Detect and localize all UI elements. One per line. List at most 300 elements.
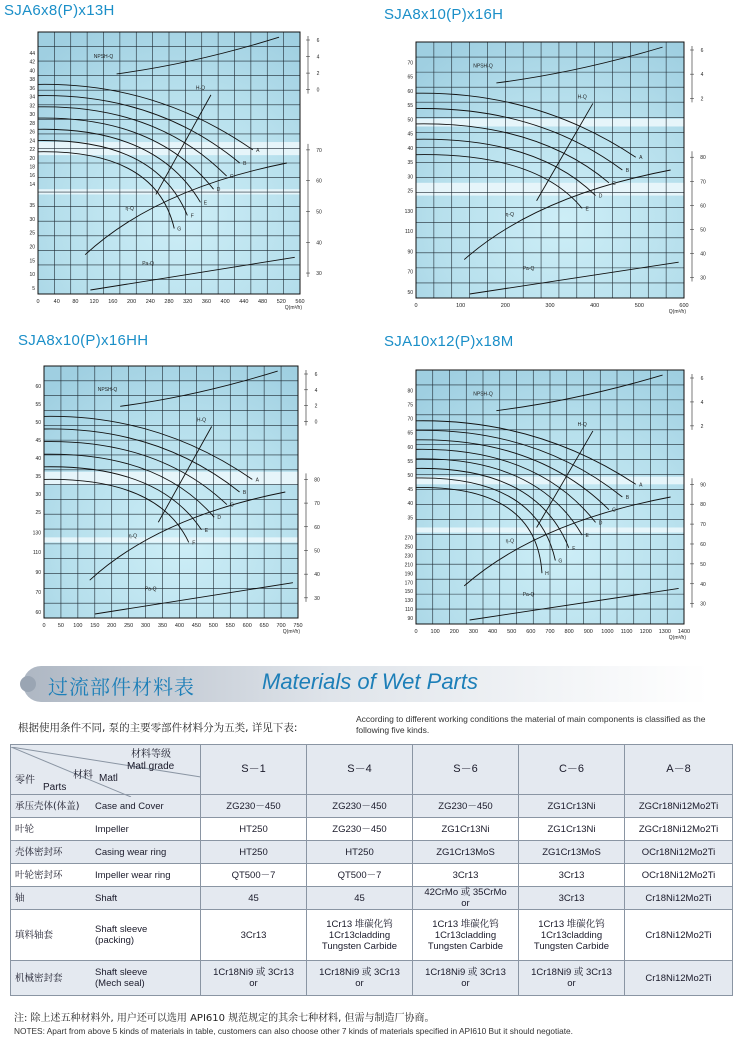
pa-tick-label: 110 — [33, 550, 41, 557]
h-tick-label: 25 — [407, 188, 413, 195]
x-tick-label: 750 — [293, 623, 303, 629]
part-label-cell — [11, 864, 201, 887]
performance-chart-2 — [388, 28, 734, 324]
header-matl-en: Matl — [99, 772, 118, 784]
npsh-tick-label: 2 — [700, 423, 704, 430]
npsh-q-label: NPSH-Q — [473, 63, 493, 70]
part-name-en: Impeller — [95, 823, 129, 835]
x-tick-label: 40 — [53, 299, 60, 305]
h-tick-label: 50 — [35, 420, 41, 427]
material-cell: 45 — [307, 887, 413, 910]
eta-tick-label: 50 — [700, 227, 706, 234]
curve-letter-label: F — [572, 545, 576, 552]
eta-q-label: η-Q — [505, 538, 514, 545]
eta-tick-label: 60 — [700, 541, 706, 548]
table-row — [11, 961, 733, 996]
material-cell: ZG1Cr13Ni — [413, 818, 519, 841]
h-tick-label: 44 — [29, 50, 35, 57]
chart-title-4: SJA10x12(P)x18M — [384, 333, 514, 350]
pa-tick-label: 130 — [404, 208, 413, 215]
material-cell: ZGCr18Ni12Mo2Ti — [625, 795, 733, 818]
x-tick-label: 520 — [276, 299, 286, 305]
npsh-tick-label: 0 — [316, 87, 320, 94]
part-name-cn: 填料轴套 — [15, 929, 54, 941]
part-name-cn: 机械密封套 — [15, 972, 63, 984]
intro-text-cn: 根据使用条件不同, 泵的主要零部件材料分为五类, 详见下表: — [18, 722, 298, 734]
x-tick-label: 440 — [239, 299, 249, 305]
part-label-cell — [11, 818, 201, 841]
material-cell: ZGCr18Ni12Mo2Ti — [625, 818, 733, 841]
material-cell: ZG230－450 — [307, 795, 413, 818]
npsh-tick-label: 2 — [314, 403, 318, 410]
part-name-en: Case and Cover — [95, 800, 164, 812]
h-tick-label: 28 — [29, 120, 35, 127]
x-tick-label: 450 — [191, 623, 201, 629]
material-cell: HT250 — [307, 841, 413, 864]
pa-tick-label: 270 — [404, 535, 413, 542]
npsh-q-label: NPSH-Q — [473, 391, 493, 398]
npsh-q-label: NPSH-Q — [93, 54, 114, 61]
x-tick-label: 0 — [414, 303, 418, 309]
h-tick-label: 42 — [29, 59, 35, 66]
h-q-label: H-Q — [577, 94, 587, 101]
x-axis-unit: Q(m³/h) — [284, 305, 302, 311]
h-tick-label: 80 — [407, 388, 413, 395]
part-name-cn: 叶轮密封环 — [15, 869, 63, 881]
curve-letter-label: E — [585, 533, 589, 540]
pa-tick-label: 30 — [29, 216, 35, 223]
curve-letter-label: F — [192, 540, 196, 547]
section-title-cn: 过流部件材料表 — [48, 675, 195, 699]
pa-q-label: Pa-Q — [142, 261, 154, 268]
chart-band — [416, 180, 684, 196]
header-parts-cn: 零件 — [15, 774, 35, 786]
material-cell: HT250 — [201, 841, 307, 864]
h-tick-label: 50 — [407, 472, 413, 479]
x-axis-unit: Q(m³/h) — [668, 635, 686, 641]
material-cell: 1Cr18Ni9 或 3Cr13 or — [201, 961, 307, 996]
chart-svg — [8, 22, 348, 320]
h-tick-label: 40 — [29, 68, 35, 75]
part-label-cell — [11, 887, 201, 910]
h-q-label: H-Q — [577, 421, 587, 428]
eta-tick-label: 70 — [700, 522, 706, 529]
material-cell: ZG230－450 — [307, 818, 413, 841]
curve-letter-label: E — [585, 206, 589, 213]
part-name-en: Shaft sleeve (Mech seal) — [95, 967, 148, 989]
eta-tick-label: 50 — [700, 561, 706, 568]
part-name-cn: 叶轮 — [15, 823, 35, 835]
material-cell: Cr18Ni12Mo2Ti — [625, 961, 733, 996]
x-tick-label: 500 — [507, 629, 517, 635]
x-tick-label: 200 — [107, 623, 117, 629]
material-cell: 3Cr13 — [519, 864, 625, 887]
x-tick-label: 250 — [124, 623, 134, 629]
h-tick-label: 34 — [29, 94, 35, 101]
eta-tick-label: 30 — [700, 601, 706, 608]
h-tick-label: 16 — [29, 173, 35, 180]
h-tick-label: 70 — [407, 60, 413, 67]
x-tick-label: 500 — [634, 303, 644, 309]
material-cell: OCr18Ni12Mo2Ti — [625, 864, 733, 887]
eta-tick-label: 80 — [700, 155, 706, 162]
material-cell: 1Cr18Ni9 或 3Cr13 or — [307, 961, 413, 996]
x-tick-label: 240 — [145, 299, 155, 305]
curve-letter-label: D — [598, 193, 603, 200]
x-tick-label: 600 — [679, 303, 689, 309]
eta-tick-label: 80 — [314, 477, 320, 484]
h-tick-label: 60 — [407, 88, 413, 95]
x-tick-label: 150 — [90, 623, 100, 629]
performance-chart-3 — [8, 354, 348, 642]
eta-tick-label: 40 — [700, 581, 706, 588]
x-tick-label: 0 — [414, 629, 418, 635]
npsh-q-label: NPSH-Q — [97, 387, 118, 394]
h-tick-label: 45 — [407, 131, 413, 138]
curve-letter-label: C — [229, 174, 234, 181]
h-tick-label: 35 — [35, 474, 41, 481]
x-tick-label: 400 — [174, 623, 185, 629]
h-tick-label: 24 — [29, 138, 35, 145]
pa-tick-label: 70 — [35, 590, 41, 597]
npsh-tick-label: 4 — [700, 72, 704, 79]
h-tick-label: 30 — [29, 112, 35, 119]
table-row — [11, 841, 733, 864]
h-tick-label: 65 — [407, 74, 413, 81]
x-tick-label: 1400 — [677, 629, 691, 635]
x-axis-unit: Q(m³/h) — [282, 629, 300, 635]
material-cell: ZG1Cr13Ni — [519, 795, 625, 818]
x-tick-label: 1000 — [601, 629, 614, 635]
eta-tick-label: 40 — [316, 240, 322, 247]
chart-title-3: SJA8x10(P)x16HH — [18, 332, 149, 349]
x-tick-label: 480 — [257, 299, 268, 305]
x-tick-label: 800 — [564, 629, 574, 635]
eta-tick-label: 60 — [700, 203, 706, 210]
pa-tick-label: 110 — [405, 229, 413, 236]
x-tick-label: 350 — [157, 623, 168, 629]
material-cell: HT250 — [201, 818, 307, 841]
part-label-cell — [11, 910, 201, 961]
pa-tick-label: 90 — [407, 249, 413, 256]
npsh-tick-label: 2 — [316, 71, 320, 78]
h-tick-label: 38 — [29, 77, 35, 84]
part-name-en: Shaft sleeve (packing) — [95, 924, 148, 946]
x-tick-label: 320 — [183, 299, 193, 305]
x-tick-label: 600 — [526, 629, 536, 635]
curve-letter-label: G — [558, 558, 563, 565]
pa-tick-label: 110 — [405, 607, 413, 614]
h-tick-label: 55 — [407, 103, 413, 110]
h-tick-label: 55 — [35, 402, 41, 409]
pa-tick-label: 250 — [404, 544, 413, 551]
pa-tick-label: 210 — [404, 562, 413, 569]
pa-tick-label: 60 — [35, 610, 41, 616]
table-row — [11, 887, 733, 910]
pa-tick-label: 190 — [404, 571, 413, 578]
material-cell: Cr18Ni12Mo2Ti — [625, 887, 733, 910]
intro-text-en: According to different working conditions the material of main components is classified as the following five kinds. — [356, 714, 706, 735]
pa-tick-label: 5 — [32, 286, 35, 292]
material-cell: 3Cr13 — [201, 910, 307, 961]
x-tick-label: 360 — [201, 299, 212, 305]
eta-tick-label: 30 — [700, 275, 706, 282]
eta-q-label: η-Q — [128, 533, 138, 540]
x-tick-label: 400 — [487, 629, 498, 635]
h-q-label: H-Q — [196, 417, 207, 424]
x-tick-label: 400 — [590, 303, 600, 309]
x-tick-label: 200 — [126, 299, 137, 305]
npsh-tick-label: 0 — [314, 419, 318, 426]
column-header: C－6 — [519, 745, 625, 795]
eta-tick-label: 70 — [316, 147, 322, 154]
x-tick-label: 1100 — [620, 629, 633, 635]
h-tick-label: 40 — [407, 501, 413, 508]
pa-tick-label: 25 — [29, 230, 35, 237]
material-cell: ZG1Cr13MoS — [413, 841, 519, 864]
pa-tick-label: 90 — [35, 570, 41, 577]
column-header: S－4 — [307, 745, 413, 795]
x-tick-label: 100 — [430, 629, 440, 635]
h-tick-label: 30 — [35, 492, 41, 499]
x-tick-label: 80 — [72, 299, 79, 305]
curve-letter-label: F — [190, 213, 194, 220]
h-tick-label: 25 — [35, 510, 41, 517]
pa-tick-label: 70 — [407, 269, 413, 276]
part-name-en: Casing wear ring — [95, 846, 167, 858]
curve-letter-label: A — [639, 482, 643, 489]
pa-tick-label: 15 — [29, 258, 35, 265]
table-row — [11, 795, 733, 818]
column-header: S－6 — [413, 745, 519, 795]
x-tick-label: 120 — [89, 299, 99, 305]
h-tick-label: 14 — [29, 181, 35, 188]
h-tick-label: 36 — [29, 85, 35, 92]
chart-svg — [386, 356, 734, 644]
h-tick-label: 45 — [407, 487, 413, 494]
x-tick-label: 280 — [164, 299, 174, 305]
h-tick-label: 60 — [35, 384, 41, 391]
pa-tick-label: 35 — [29, 202, 35, 209]
npsh-tick-label: 4 — [316, 54, 320, 61]
curve-letter-label: D — [216, 187, 221, 194]
h-tick-label: 35 — [407, 515, 413, 522]
column-header: A－8 — [625, 745, 733, 795]
eta-tick-label: 60 — [314, 524, 320, 531]
pa-tick-label: 10 — [29, 272, 35, 279]
x-tick-label: 200 — [500, 303, 510, 309]
pa-tick-label: 90 — [407, 616, 413, 622]
material-cell: 42CrMo 或 35CrMo or — [413, 887, 519, 910]
x-tick-label: 100 — [73, 623, 83, 629]
x-tick-label: 900 — [583, 629, 593, 635]
table-row — [11, 818, 733, 841]
h-tick-label: 30 — [407, 174, 413, 181]
table-header-row — [11, 745, 733, 795]
h-tick-label: 22 — [29, 147, 35, 154]
material-cell: 3Cr13 — [413, 864, 519, 887]
eta-tick-label: 70 — [700, 179, 706, 186]
h-tick-label: 75 — [407, 402, 413, 409]
x-tick-label: 300 — [545, 303, 555, 309]
chart-band — [44, 537, 298, 542]
part-name-en: Impeller wear ring — [95, 869, 171, 881]
eta-tick-label: 50 — [316, 209, 322, 216]
npsh-tick-label: 6 — [700, 376, 704, 382]
eta-tick-label: 50 — [314, 548, 320, 555]
x-tick-label: 300 — [141, 623, 151, 629]
material-cell: ZG230－450 — [413, 795, 519, 818]
curve-letter-label: H — [545, 571, 549, 578]
h-tick-label: 55 — [407, 458, 413, 465]
diagonal-lines — [11, 747, 201, 797]
curve-letter-label: A — [256, 147, 260, 154]
header-grade-en: Matl grade — [127, 760, 175, 772]
material-cell: QT500－7 — [307, 864, 413, 887]
performance-chart-1 — [8, 22, 348, 320]
pa-tick-label: 170 — [404, 580, 413, 587]
eta-q-label: η-Q — [505, 212, 514, 219]
material-cell: 1Cr13 堆碳化钨 1Cr13cladding Tungsten Carbide — [307, 910, 413, 961]
chart-band — [44, 472, 298, 485]
header-corner-cell — [11, 745, 201, 795]
eta-tick-label: 90 — [700, 482, 706, 489]
section-title-en: Materials of Wet Parts — [262, 669, 478, 694]
curve-letter-label: A — [639, 155, 643, 162]
eta-tick-label: 70 — [314, 501, 320, 508]
eta-tick-label: 30 — [314, 595, 320, 602]
h-tick-label: 40 — [407, 145, 413, 152]
part-label-cell — [11, 961, 201, 996]
pa-tick-label: 230 — [404, 553, 413, 560]
x-tick-label: 550 — [225, 623, 235, 629]
h-tick-label: 45 — [35, 438, 41, 445]
material-cell: QT500－7 — [201, 864, 307, 887]
x-tick-label: 1200 — [639, 629, 652, 635]
material-cell: 1Cr18Ni9 或 3Cr13 or — [519, 961, 625, 996]
eta-q-label: η-Q — [125, 206, 134, 213]
materials-table — [10, 744, 733, 996]
curve-letter-label: B — [243, 161, 247, 167]
curve-letter-label: D — [598, 520, 603, 527]
curve-letter-label: G — [177, 226, 182, 233]
x-axis-unit: Q(m³/h) — [668, 309, 686, 315]
materials-table-body — [11, 795, 733, 996]
chart-svg — [8, 354, 348, 642]
x-tick-label: 700 — [545, 629, 555, 635]
chart-background — [44, 366, 298, 618]
x-tick-label: 0 — [36, 299, 40, 305]
curve-letter-label: C — [230, 502, 234, 509]
x-tick-label: 500 — [208, 623, 218, 629]
part-label-cell — [11, 795, 201, 818]
npsh-tick-label: 6 — [316, 38, 320, 44]
eta-tick-label: 40 — [700, 251, 706, 258]
chart-title-1: SJA6x8(P)x13H — [4, 2, 115, 19]
npsh-tick-label: 4 — [314, 387, 318, 394]
material-cell: 3Cr13 — [519, 887, 625, 910]
curve-letter-label: E — [204, 527, 209, 534]
material-cell: OCr18Ni12Mo2Ti — [625, 841, 733, 864]
eta-tick-label: 60 — [316, 178, 322, 185]
material-cell: 45 — [201, 887, 307, 910]
x-tick-label: 100 — [456, 303, 466, 309]
x-tick-label: 160 — [108, 299, 118, 305]
material-cell: 1Cr13 堆碳化钨 1Cr13cladding Tungsten Carbide — [413, 910, 519, 961]
table-row — [11, 910, 733, 961]
x-tick-label: 50 — [57, 623, 64, 629]
npsh-tick-label: 6 — [314, 372, 318, 378]
x-tick-label: 560 — [295, 299, 305, 305]
h-tick-label: 60 — [407, 444, 413, 451]
material-cell: 1Cr13 堆碳化钨 1Cr13cladding Tungsten Carbide — [519, 910, 625, 961]
curve-letter-label: E — [203, 200, 208, 207]
material-cell: ZG1Cr13Ni — [519, 818, 625, 841]
pa-tick-label: 150 — [404, 589, 413, 596]
part-name-cn: 壳体密封环 — [15, 846, 63, 858]
part-name-cn: 轴 — [15, 892, 25, 904]
material-cell: 1Cr18Ni9 或 3Cr13 or — [413, 961, 519, 996]
pa-tick-label: 20 — [29, 244, 35, 251]
h-tick-label: 18 — [29, 164, 35, 171]
h-tick-label: 65 — [407, 430, 413, 437]
curve-letter-label: D — [217, 515, 221, 522]
pa-tick-label: 130 — [32, 530, 41, 537]
part-label-cell — [11, 841, 201, 864]
header-grade-cn: 材料等级 — [131, 748, 171, 760]
h-tick-label: 26 — [29, 129, 35, 136]
h-tick-label: 70 — [407, 416, 413, 423]
x-tick-label: 700 — [276, 623, 286, 629]
npsh-tick-label: 2 — [700, 96, 704, 103]
pa-q-label: Pa-Q — [522, 592, 535, 599]
h-tick-label: 35 — [407, 160, 413, 167]
curve-letter-label: B — [625, 495, 630, 501]
npsh-tick-label: 4 — [700, 399, 704, 406]
material-cell: ZG230－450 — [201, 795, 307, 818]
chart-svg — [388, 28, 734, 324]
chart-title-2: SJA8x10(P)x16H — [384, 6, 504, 23]
h-tick-label: 32 — [29, 103, 35, 110]
curve-letter-label: B — [625, 168, 630, 174]
pa-q-label: Pa-Q — [522, 265, 535, 272]
chart-background — [416, 42, 684, 298]
performance-chart-4 — [386, 356, 734, 644]
header-matl-cn: 材料 — [73, 769, 93, 781]
header-parts-en: Parts — [43, 781, 67, 793]
h-tick-label: 40 — [35, 456, 41, 463]
curve-letter-label: C — [612, 507, 616, 514]
pa-tick-label: 130 — [404, 598, 413, 605]
h-q-label: H-Q — [195, 85, 206, 92]
curve-letter-label: B — [242, 490, 247, 496]
pa-q-label: Pa-Q — [144, 586, 157, 593]
part-name-en: Shaft — [95, 892, 118, 904]
table-row — [11, 864, 733, 887]
eta-tick-label: 30 — [316, 271, 322, 278]
h-tick-label: 50 — [407, 117, 413, 124]
x-tick-label: 300 — [468, 629, 479, 635]
eta-tick-label: 80 — [700, 502, 706, 509]
eta-tick-label: 40 — [314, 572, 320, 579]
part-name-cn: 承压壳体(体盖) — [15, 800, 80, 812]
x-tick-label: 650 — [259, 623, 269, 629]
x-tick-label: 400 — [220, 299, 230, 305]
x-tick-label: 600 — [242, 623, 252, 629]
h-tick-label: 20 — [29, 155, 35, 162]
notes-text-en: NOTES: Apart from above 5 kinds of materials in table, customers can also choose other 7 kinds of materials specified in API610 But it should negotiate. — [14, 1026, 573, 1036]
curve-letter-label: A — [255, 477, 259, 484]
